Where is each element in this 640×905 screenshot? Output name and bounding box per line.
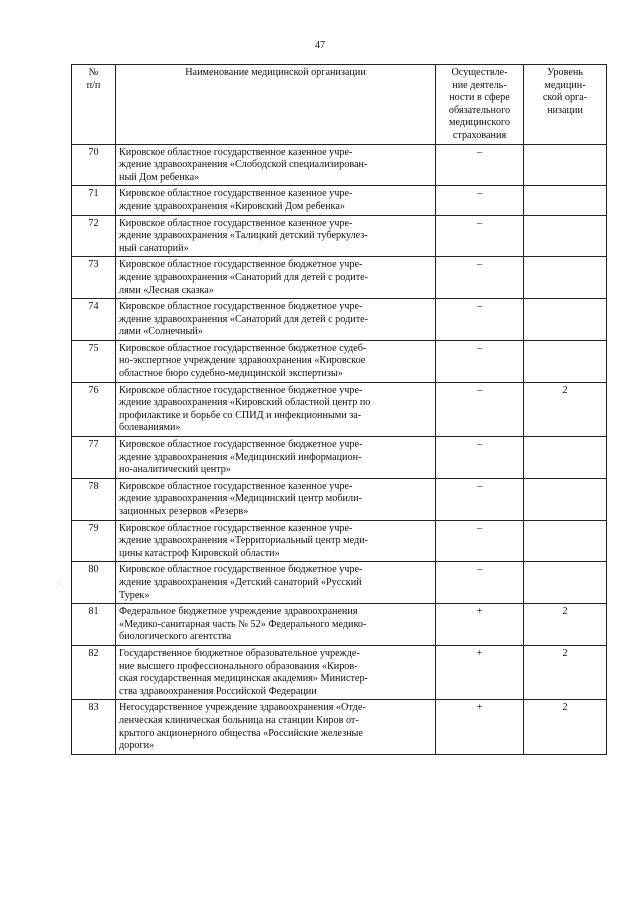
organization-level [524,478,607,520]
organization-name: Кировское областное государственное бюджетное учре- ждение здравоохранения «Детский санаторий «Русский Турек» [116,562,436,604]
table-row [72,144,607,186]
organization-name: Кировское областное государственное казенное учре- ждение здравоохранения «Слободской специализирован- ный Дом ребенка» [116,144,436,186]
row-number: 76 [72,382,116,436]
page-number: 47 [315,40,325,51]
organization-level [524,562,607,604]
oms-activity: – [436,340,524,382]
row-number: 72 [72,215,116,257]
organization-name: Кировское областное государственное бюджетное учре- ждение здравоохранения «Санаторий для детей с родите- лями «Солнечный» [116,299,436,341]
organization-name: Негосударственное учреждение здравоохранения «Отде- ленческая клиническая больница на станции Киров от- крытого акционерного общества «Российские железные дороги» [116,700,436,754]
header-oms-activity: Осуществле- ние деятель- ности в сфере обязательного медицинского страхования [436,65,524,145]
organization-name: Кировское областное государственное казенное учре- ждение здравоохранения «Кировский Дом ребенка» [116,186,436,215]
row-number: 81 [72,604,116,646]
organization-level [524,340,607,382]
oms-activity: – [436,215,524,257]
organization-level: 2 [524,604,607,646]
table-row [72,382,607,436]
table-row [72,299,607,341]
organization-level: 2 [524,382,607,436]
organization-name: Кировское областное государственное казенное учре- ждение здравоохранения «Талицкий детский туберкулез- ный санаторий» [116,215,436,257]
table-row [72,700,607,754]
organization-level [524,215,607,257]
table-row [72,478,607,520]
organization-name: Кировское областное государственное казенное учре- ждение здравоохранения «Медицинский центр мобили- зационных резервов «Резерв» [116,478,436,520]
oms-activity: – [436,144,524,186]
organization-name: Кировское областное государственное бюджетное учре- ждение здравоохранения «Медицинский информацион- но-аналитический центр» [116,437,436,479]
row-number: 71 [72,186,116,215]
organization-level [524,257,607,299]
table-row [72,437,607,479]
oms-activity: – [436,478,524,520]
table-row [72,215,607,257]
row-number: 79 [72,520,116,562]
oms-activity: – [436,382,524,436]
organization-name: Кировское областное государственное казенное учре- ждение здравоохранения «Территориальный центр меди- цины катастроф Кировской области» [116,520,436,562]
header-organization-level: Уровень медицин- ской орга- низации [524,65,607,145]
oms-activity: – [436,257,524,299]
table-row [72,186,607,215]
table-row [72,562,607,604]
oms-activity: – [436,520,524,562]
organization-level: 2 [524,645,607,699]
organization-level [524,520,607,562]
header-number: № п/п [72,65,116,145]
row-number: 78 [72,478,116,520]
table-row [72,520,607,562]
table-row [72,340,607,382]
table-header-row [72,65,607,145]
oms-activity: – [436,186,524,215]
medical-organizations-table [71,64,607,755]
oms-activity: – [436,437,524,479]
organization-level: 2 [524,700,607,754]
organization-level [524,299,607,341]
oms-activity: + [436,604,524,646]
table-row [72,645,607,699]
table-body [72,144,607,754]
row-number: 73 [72,257,116,299]
table-row [72,604,607,646]
oms-activity: + [436,700,524,754]
row-number: 82 [72,645,116,699]
table-row [72,257,607,299]
row-number: 77 [72,437,116,479]
row-number: 75 [72,340,116,382]
organization-name: Федеральное бюджетное учреждение здравоохранения «Медико-санитарная часть № 52» Федерального медико- биологического агентства [116,604,436,646]
organization-name: Кировское областное государственное бюджетное учре- ждение здравоохранения «Кировский областной центр по профилактике и борьбе со СПИД и инфекционными за- болеваниями» [116,382,436,436]
row-number: 80 [72,562,116,604]
oms-activity: – [436,562,524,604]
oms-activity: + [436,645,524,699]
header-organization-name: Наименование медицинской организации [116,65,436,145]
organization-level [524,144,607,186]
organization-name: Кировское областное государственное бюджетное судеб- но-экспертное учреждение здравоохранения «Кировское областное бюро судебно-медицинской экспертизы» [116,340,436,382]
margin-mark: · [58,580,61,589]
row-number: 83 [72,700,116,754]
organization-level [524,186,607,215]
organization-name: Государственное бюджетное образовательное учрежде- ние высшего профессионального образования «Киров- ская государственная медицинская академия» Министер- ства здравоохранения Российской Федерации [116,645,436,699]
organization-level [524,437,607,479]
row-number: 74 [72,299,116,341]
organization-name: Кировское областное государственное бюджетное учре- ждение здравоохранения «Санаторий для детей с родите- лями «Лесная сказка» [116,257,436,299]
row-number: 70 [72,144,116,186]
oms-activity: – [436,299,524,341]
